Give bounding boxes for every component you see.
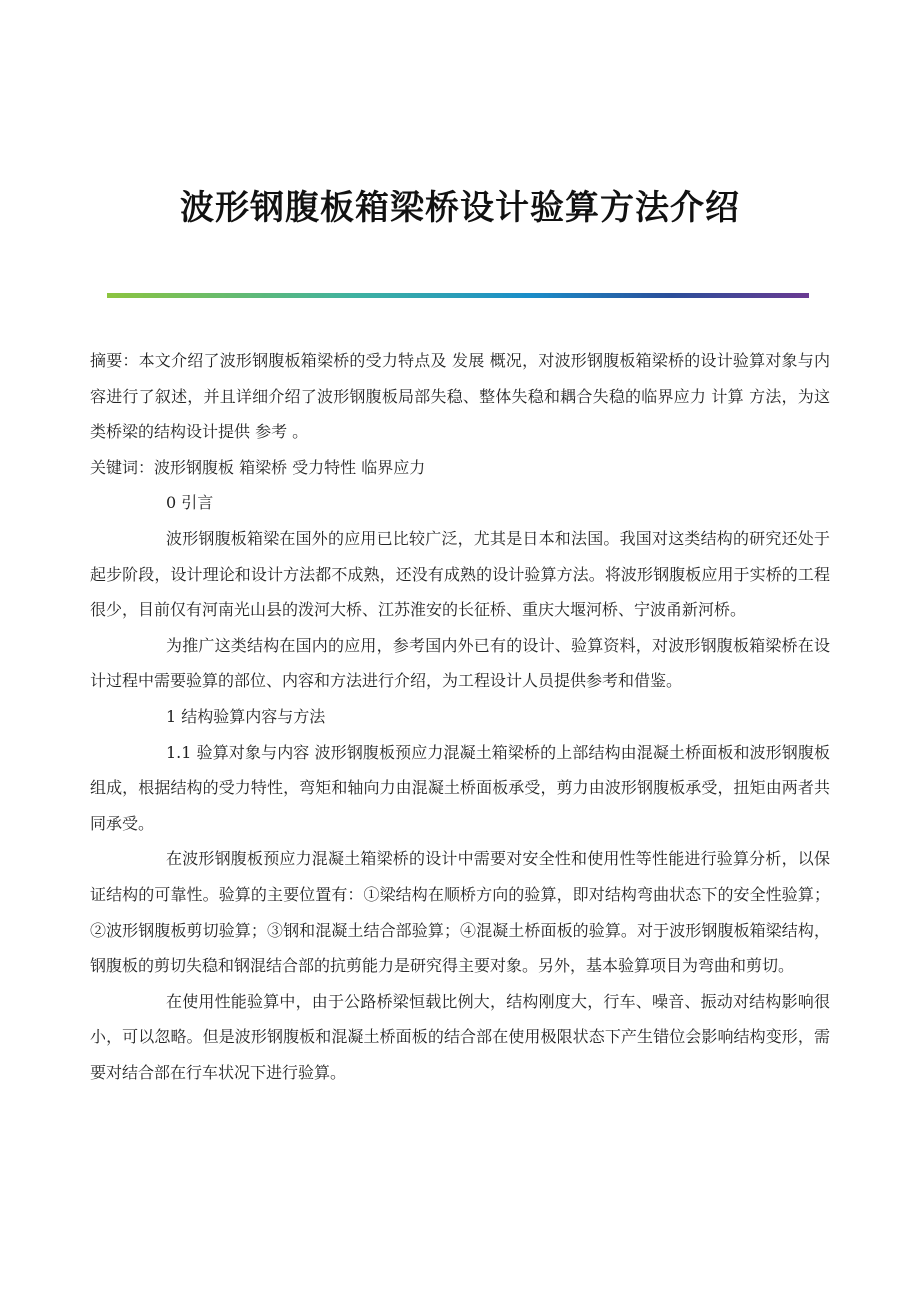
abstract-paragraph: 摘要：本文介绍了波形钢腹板箱梁桥的受力特点及 发展 概况，对波形钢腹板箱梁桥的设计验算对象与内容进行了叙述，并且详细介绍了波形钢腹板局部失稳、整体失稳和耦合失稳的临界应力 计算 方法，为这类桥梁的结构设计提供 参考 。	[90, 351, 830, 442]
keywords-line: 关键词：波形钢腹板 箱梁桥 受力特性 临界应力	[90, 457, 426, 477]
gradient-divider	[107, 293, 809, 298]
body-paragraph: 波形钢腹板箱梁在国外的应用已比较广泛，尤其是日本和法国。我国对这类结构的研究还处于起步阶段，设计理论和设计方法都不成熟，还没有成熟的设计验算方法。将波形钢腹板应用于实桥的工程很少，目前仅有河南光山县的泼河大桥、江苏淮安的长征桥、重庆大堰河桥、宁波甬新河桥。	[90, 528, 830, 620]
body-paragraph: 为推广这类结构在国内的应用，参考国内外已有的设计、验算资料，对波形钢腹板箱梁桥在设计过程中需要验算的部位、内容和方法进行介绍，为工程设计人员提供参考和借鉴。	[90, 635, 830, 691]
document-title: 波形钢腹板箱梁桥设计验算方法介绍	[180, 188, 740, 228]
document-body	[90, 343, 830, 1090]
section-heading-intro: 0 引言	[166, 493, 214, 513]
body-paragraph: 在波形钢腹板预应力混凝土箱梁桥的设计中需要对安全性和使用性等性能进行验算分析，以保证结构的可靠性。验算的主要位置有：①梁结构在顺桥方向的验算，即对结构弯曲状态下的安全性验算；②波形钢腹板剪切验算；③钢和混凝土结合部验算；④混凝土桥面板的验算。对于波形钢腹板箱梁结构，钢腹板的剪切失稳和钢混结合部的抗剪能力是研究得主要对象。另外，基本验算项目为弯曲和剪切。	[90, 849, 830, 976]
body-paragraph: 在使用性能验算中，由于公路桥梁恒载比例大，结构刚度大，行车、噪音、振动对结构影响很小，可以忽略。但是波形钢腹板和混凝土桥面板的结合部在使用极限状态下产生错位会影响结构变形，需要对结合部在行车状况下进行验算。	[90, 991, 830, 1082]
section-heading-methods: 1 结构验算内容与方法	[166, 706, 326, 726]
body-paragraph: 1.1 验算对象与内容 波形钢腹板预应力混凝土箱梁桥的上部结构由混凝土桥面板和波形钢腹板组成，根据结构的受力特性，弯矩和轴向力由混凝土桥面板承受，剪力由波形钢腹板承受，扭矩由两者共同承受。	[90, 742, 830, 833]
